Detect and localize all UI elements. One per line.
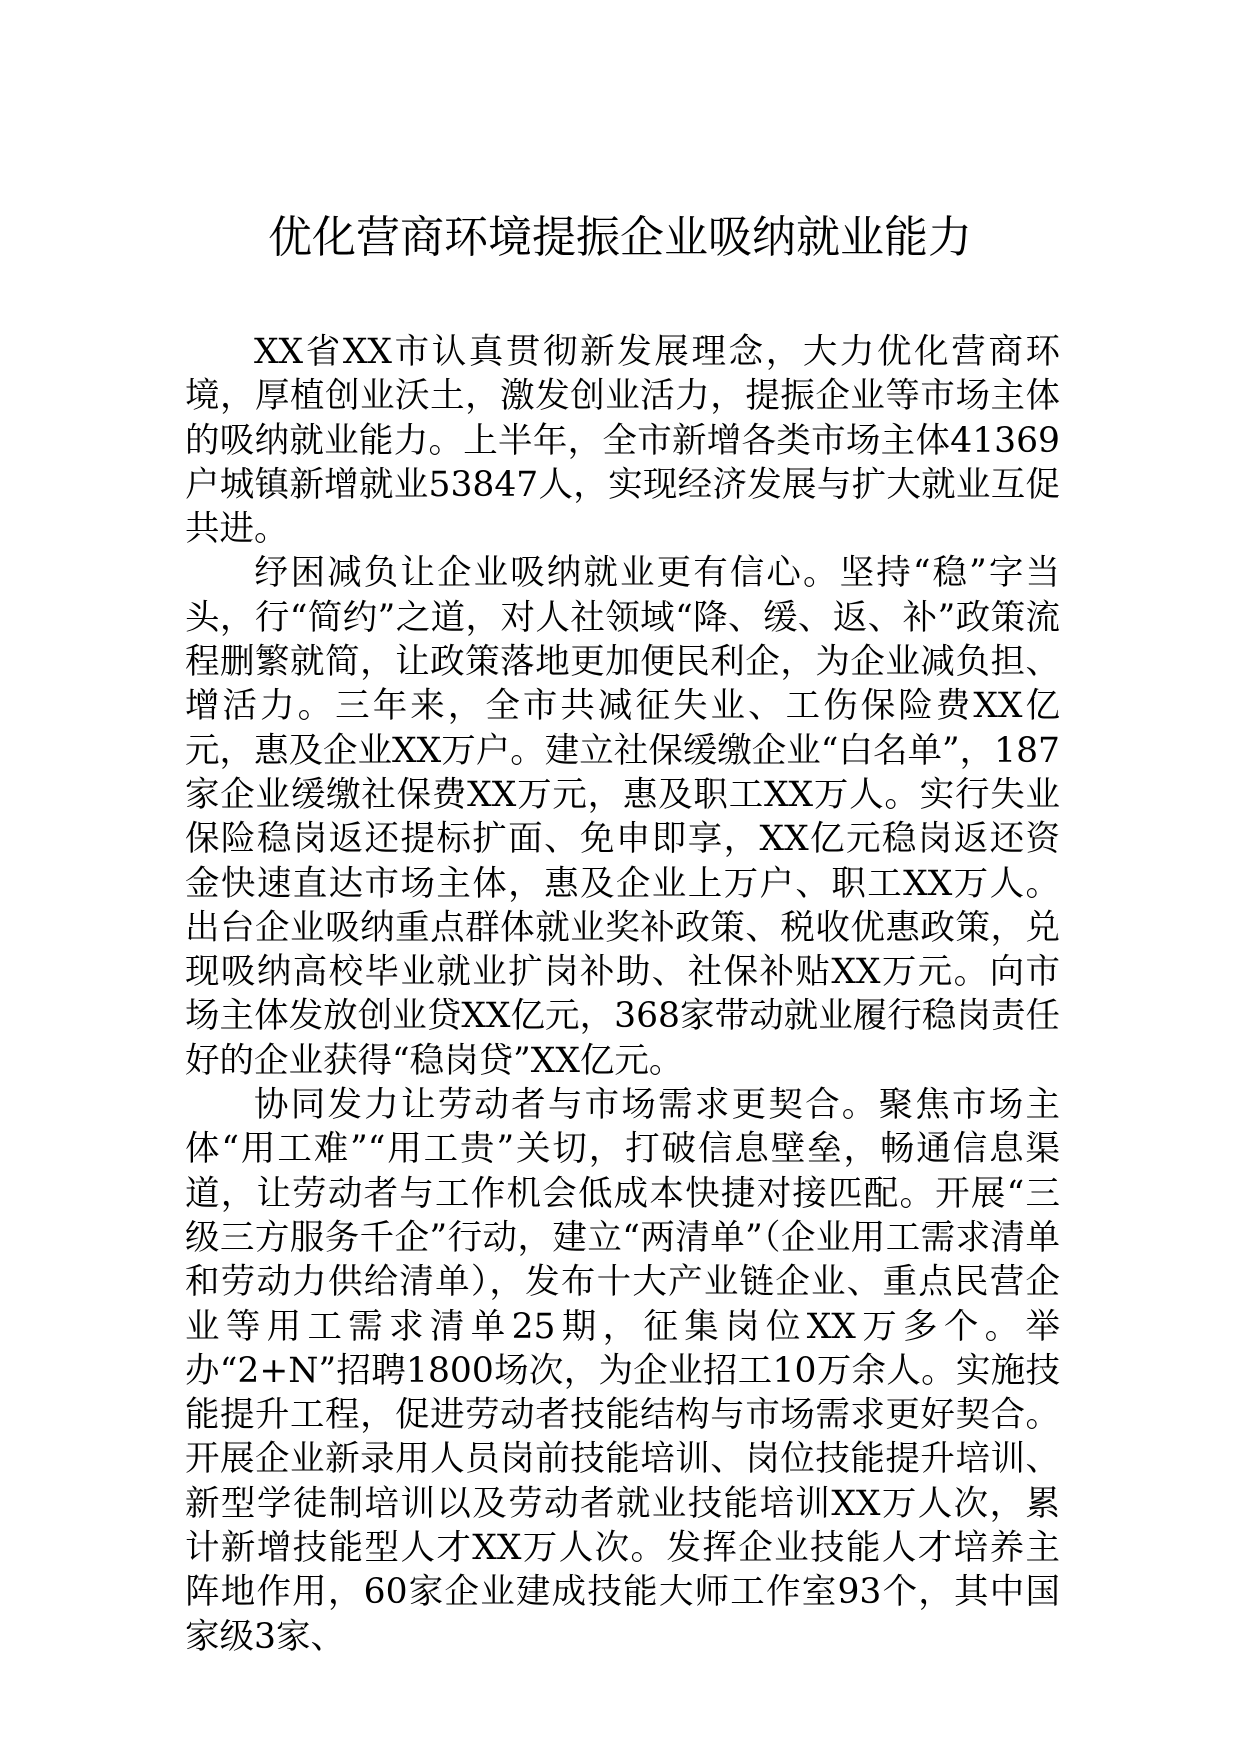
- document-title: 优化营商环境提振企业吸纳就业能力: [268, 212, 972, 263]
- paragraph-relief: 纾困减负让企业吸纳就业更有信心。坚持“稳”字当头，行“简约”之道，对人社领域“降、缓、返、补”政策流程删繁就简，让政策落地更加便民利企，为企业减负担、增活力。三年来，全市共减征失业、工伤保险费XX亿元，惠及企业XX万户。建立社保缓缴企业“白名单”，187家企业缓缴社保费XX万元，惠及职工XX万人。实行失业保险稳岗返还提标扩面、免申即享，XX亿元稳岗返还资金快速直达市场主体，惠及企业上万户、职工XX万人。出台企业吸纳重点群体就业奖补政策、税收优惠政策，兑现吸纳高校毕业就业扩岗补助、社保补贴XX万元。向市场主体发放创业贷XX亿元，368家带动就业履行稳岗责任好的企业获得“稳岗贷”XX亿元。: [185, 553, 1060, 1081]
- paragraph-coordination: 协同发力让劳动者与市场需求更契合。聚焦市场主体“用工难”“用工贵”关切，打破信息壁垒，畅通信息渠道，让劳动者与工作机会低成本快捷对接匹配。开展“三级三方服务千企”行动，建立“两清单”（企业用工需求清单和劳动力供给清单），发布十大产业链企业、重点民营企业等用工需求清单25期，征集岗位XX万多个。举办“2+N”招聘1800场次，为企业招工10万余人。实施技能提升工程，促进劳动者技能结构与市场需求更好契合。开展企业新录用人员岗前技能培训、岗位技能提升培训、新型学徒制培训以及劳动者就业技能培训XX万人次，累计新增技能型人才XX万人次。发挥企业技能人才培养主阵地作用，60家企业建成技能大师工作室93个，其中国家级3家、: [185, 1085, 1060, 1657]
- document-body: [185, 330, 1060, 1659]
- paragraph-intro: XX省XX市认真贯彻新发展理念，大力优化营商环境，厚植创业沃土，激发创业活力，提振企业等市场主体的吸纳就业能力。上半年，全市新增各类市场主体41369户城镇新增就业53847人，实现经济发展与扩大就业互促共进。: [185, 332, 1060, 550]
